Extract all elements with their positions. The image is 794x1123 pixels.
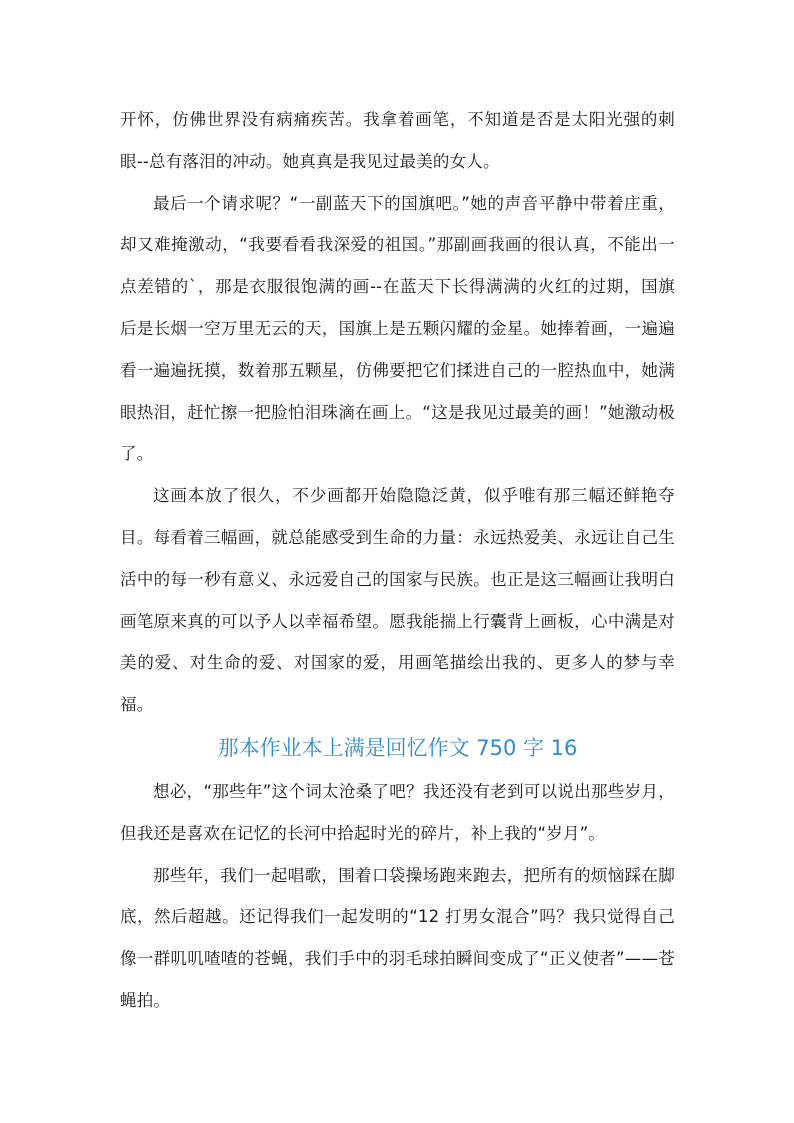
document-body xyxy=(120,99,675,1022)
paragraph-p4: 想必，“那些年”这个词太沧桑了吧？我还没有老到可以说出那些岁月，但我还是喜欢在记忆的长河中拾起时光的碎片，补上我的“岁月”。 xyxy=(120,781,675,843)
paragraph-p2: 最后一个请求呢？“一副蓝天下的国旗吧。”她的声音平静中带着庄重，却又难掩激动，“我要看看我深爱的祖国。”那副画我画的很认真，不能出一点差错的`，那是衣服很饱满的画--在蓝天下长得满满的火红的过期，国旗后是长烟一空万里无云的天，国旗上是五颗闪耀的金星。她捧着画，一遍遍看一遍遍抚摸，数着那五颗星，仿佛要把它们揉进自己的一腔热血中，她满眼热泪，赶忙擦一把脸怕泪珠滴在画上。“这是我见过最美的画！”她激动极了。 xyxy=(120,193,675,464)
section-heading: 那本作业本上满是回忆作文 750 字 16 xyxy=(217,735,578,760)
paragraph-p3: 这画本放了很久，不少画都开始隐隐泛黄，似乎唯有那三幅还鲜艳夺目。每看着三幅画，就总能感受到生命的力量：永远热爱美、永远让自己生活中的每一秒有意义、永远爱自己的国家与民族。也正是这三幅画让我明白画笔原来真的可以予人以幸福希望。愿我能揣上行囊背上画板，心中满是对美的爱、对生命的爱、对国家的爱，用画笔描绘出我的、更多人的梦与幸福。 xyxy=(120,486,675,715)
paragraph-p5: 那些年，我们一起唱歌，围着口袋操场跑来跑去，把所有的烦恼踩在脚底，然后超越。还记得我们一起发明的“12 打男女混合”吗？我只觉得自己像一群叽叽喳喳的苍蝇，我们手中的羽毛球拍瞬间变成了“正义使者”——苍蝇拍。 xyxy=(120,865,675,1010)
paragraph-p1: 开怀，仿佛世界没有病痛疾苦。我拿着画笔，不知道是否是太阳光强的刺眼--总有落泪的冲动。她真真是我见过最美的女人。 xyxy=(120,110,675,171)
